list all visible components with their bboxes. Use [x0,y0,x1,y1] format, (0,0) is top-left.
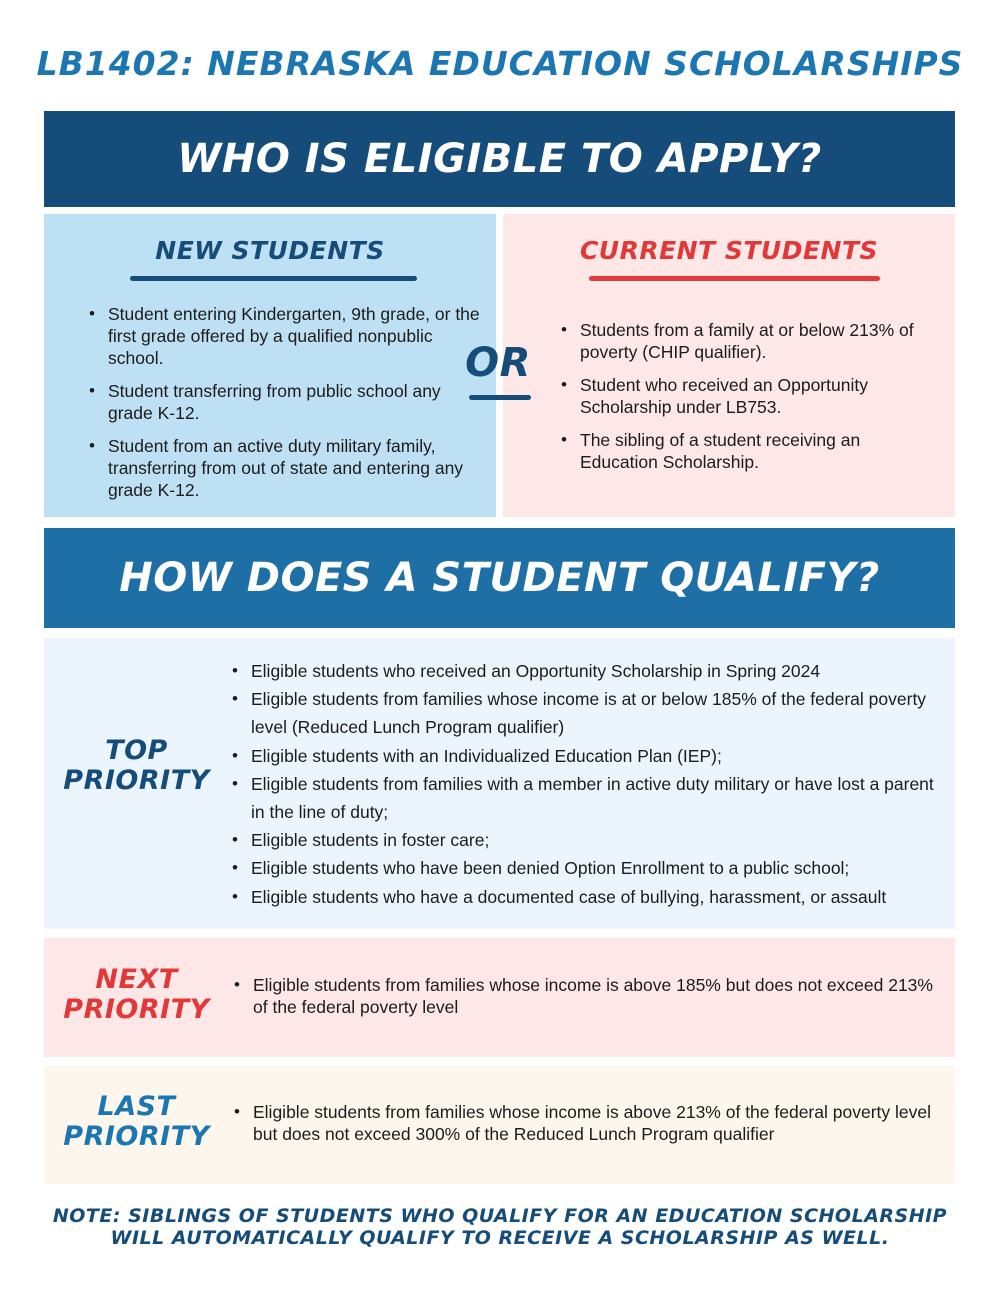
next-priority-label [59,965,214,1025]
list-item: • The sibling of a student receiving an Education Scholarship. [561,429,941,473]
new-students-list [89,303,489,512]
next-priority-list [234,974,934,1018]
list-item: • Eligible students who received an Opportunity Scholarship in Spring 2024 [232,657,942,685]
eligibility-banner [44,111,955,207]
sibling-note-line2: WILL AUTOMATICALLY QUALIFY TO RECEIVE A SCHOLARSHIP AS WELL. [110,1227,890,1249]
next-priority-label-line2: PRIORITY [63,994,210,1025]
new-students-panel [44,214,496,517]
next-priority-label-line1: NEXT [95,964,178,995]
list-item: • Eligible students from families with a member in active duty military or have lost a parent in the line of duty; [232,770,942,826]
list-item: • Student transferring from public school any grade K-12. [89,380,489,424]
list-item: • Student entering Kindergarten, 9th grade, or the first grade offered by a qualified nonpublic school. [89,303,489,369]
list-item: • Eligible students with an Individualized Education Plan (IEP); [232,742,942,770]
list-item: • Eligible students from families whose income is above 213% of the federal poverty level but does not exceed 300% of the Reduced Lunch Program qualifier [234,1101,944,1145]
last-priority-label-line2: PRIORITY [63,1121,210,1152]
sibling-note-line1: NOTE: SIBLINGS OF STUDENTS WHO QUALIFY FOR AN EDUCATION SCHOLARSHIP [52,1205,948,1227]
top-priority-section [44,638,955,929]
list-item: • Eligible students who have been denied Option Enrollment to a public school; [232,854,942,882]
current-students-list [561,319,941,484]
top-priority-label [59,736,214,796]
eligibility-heading: WHO IS ELIGIBLE TO APPLY? [177,136,822,182]
current-students-underline [589,276,880,281]
list-item: • Eligible students from families whose income is above 185% but does not exceed 213% of the federal poverty level [234,974,934,1018]
current-students-heading: CURRENT STUDENTS [579,236,879,265]
top-priority-list [232,657,942,911]
list-item: • Eligible students in foster care; [232,826,942,854]
top-priority-label-line1: TOP [105,735,168,766]
current-students-panel [503,214,955,517]
list-item: • Eligible students from families whose income is at or below 185% of the federal poverty level (Reduced Lunch Program qualifier) [232,685,942,741]
list-item: • Eligible students who have a documented case of bullying, harassment, or assault [232,883,942,911]
new-students-heading: NEW STUDENTS [155,236,385,265]
or-underline [469,395,531,400]
list-item: • Students from a family at or below 213% of poverty (CHIP qualifier). [561,319,941,363]
new-students-underline [130,276,417,281]
list-item: • Student from an active duty military family, transferring from out of state and entering any grade K-12. [89,435,489,501]
top-priority-label-line2: PRIORITY [63,765,210,796]
next-priority-section [44,938,955,1057]
page-title: LB1402: NEBRASKA EDUCATION SCHOLARSHIPS [36,44,964,83]
last-priority-label-line1: LAST [97,1091,176,1122]
last-priority-list [234,1101,944,1145]
list-item: • Student who received an Opportunity Scholarship under LB753. [561,374,941,418]
sibling-note [0,1205,1000,1249]
last-priority-section [44,1066,955,1184]
qualify-heading: HOW DOES A STUDENT QUALIFY? [119,555,880,601]
qualify-banner [44,528,955,628]
or-divider-label: OR [465,340,531,386]
last-priority-label [59,1092,214,1152]
